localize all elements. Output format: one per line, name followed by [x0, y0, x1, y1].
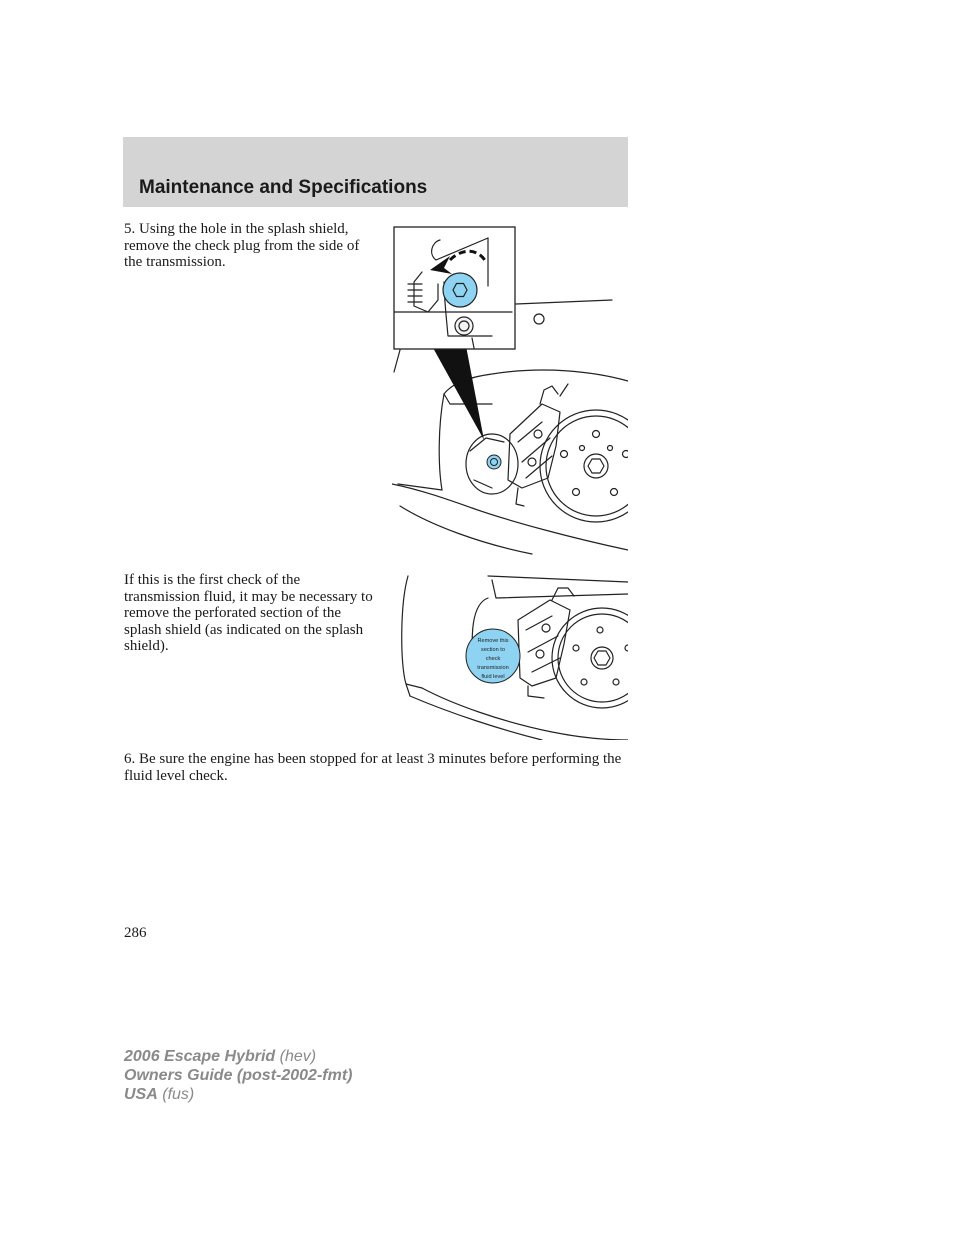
footer-line-3 — [124, 1085, 352, 1104]
callout-line-3: check — [485, 656, 501, 662]
first-check-note: If this is the first check of the transmission fluid, it may be necessary to remove the perforated section of the splash shield (as indicated on the splash shield). — [124, 572, 373, 655]
section-header-band — [123, 137, 628, 207]
footer-guide: Owners Guide (post-2002-fmt) — [124, 1067, 353, 1084]
callout-line-4: transmission — [477, 665, 509, 671]
step-5-text: 5. Using the hole in the splash shield, remove the check plug from the side of the transmission. — [124, 221, 360, 271]
step-6-text: 6. Be sure the engine has been stopped for at least 3 minutes before performing the fluid level check. — [124, 751, 622, 784]
footer-model: 2006 Escape Hybrid — [124, 1048, 276, 1065]
section-title: Maintenance and Specifications — [139, 177, 428, 198]
callout-line-1: Remove this — [477, 638, 509, 644]
footer-line-1 — [124, 1047, 352, 1066]
check-plug-illustration — [392, 226, 628, 558]
callout-line-5: fluid level — [481, 674, 505, 680]
footer-model-code: (hev) — [279, 1048, 317, 1065]
page-number: 286 — [124, 925, 147, 941]
footer-line-2 — [124, 1066, 352, 1085]
document-footer — [124, 1047, 352, 1104]
splash-shield-illustration — [392, 574, 628, 740]
footer-market-code: (fus) — [162, 1086, 195, 1103]
footer-market: USA — [124, 1086, 158, 1103]
callout-line-2: section to — [481, 647, 505, 653]
